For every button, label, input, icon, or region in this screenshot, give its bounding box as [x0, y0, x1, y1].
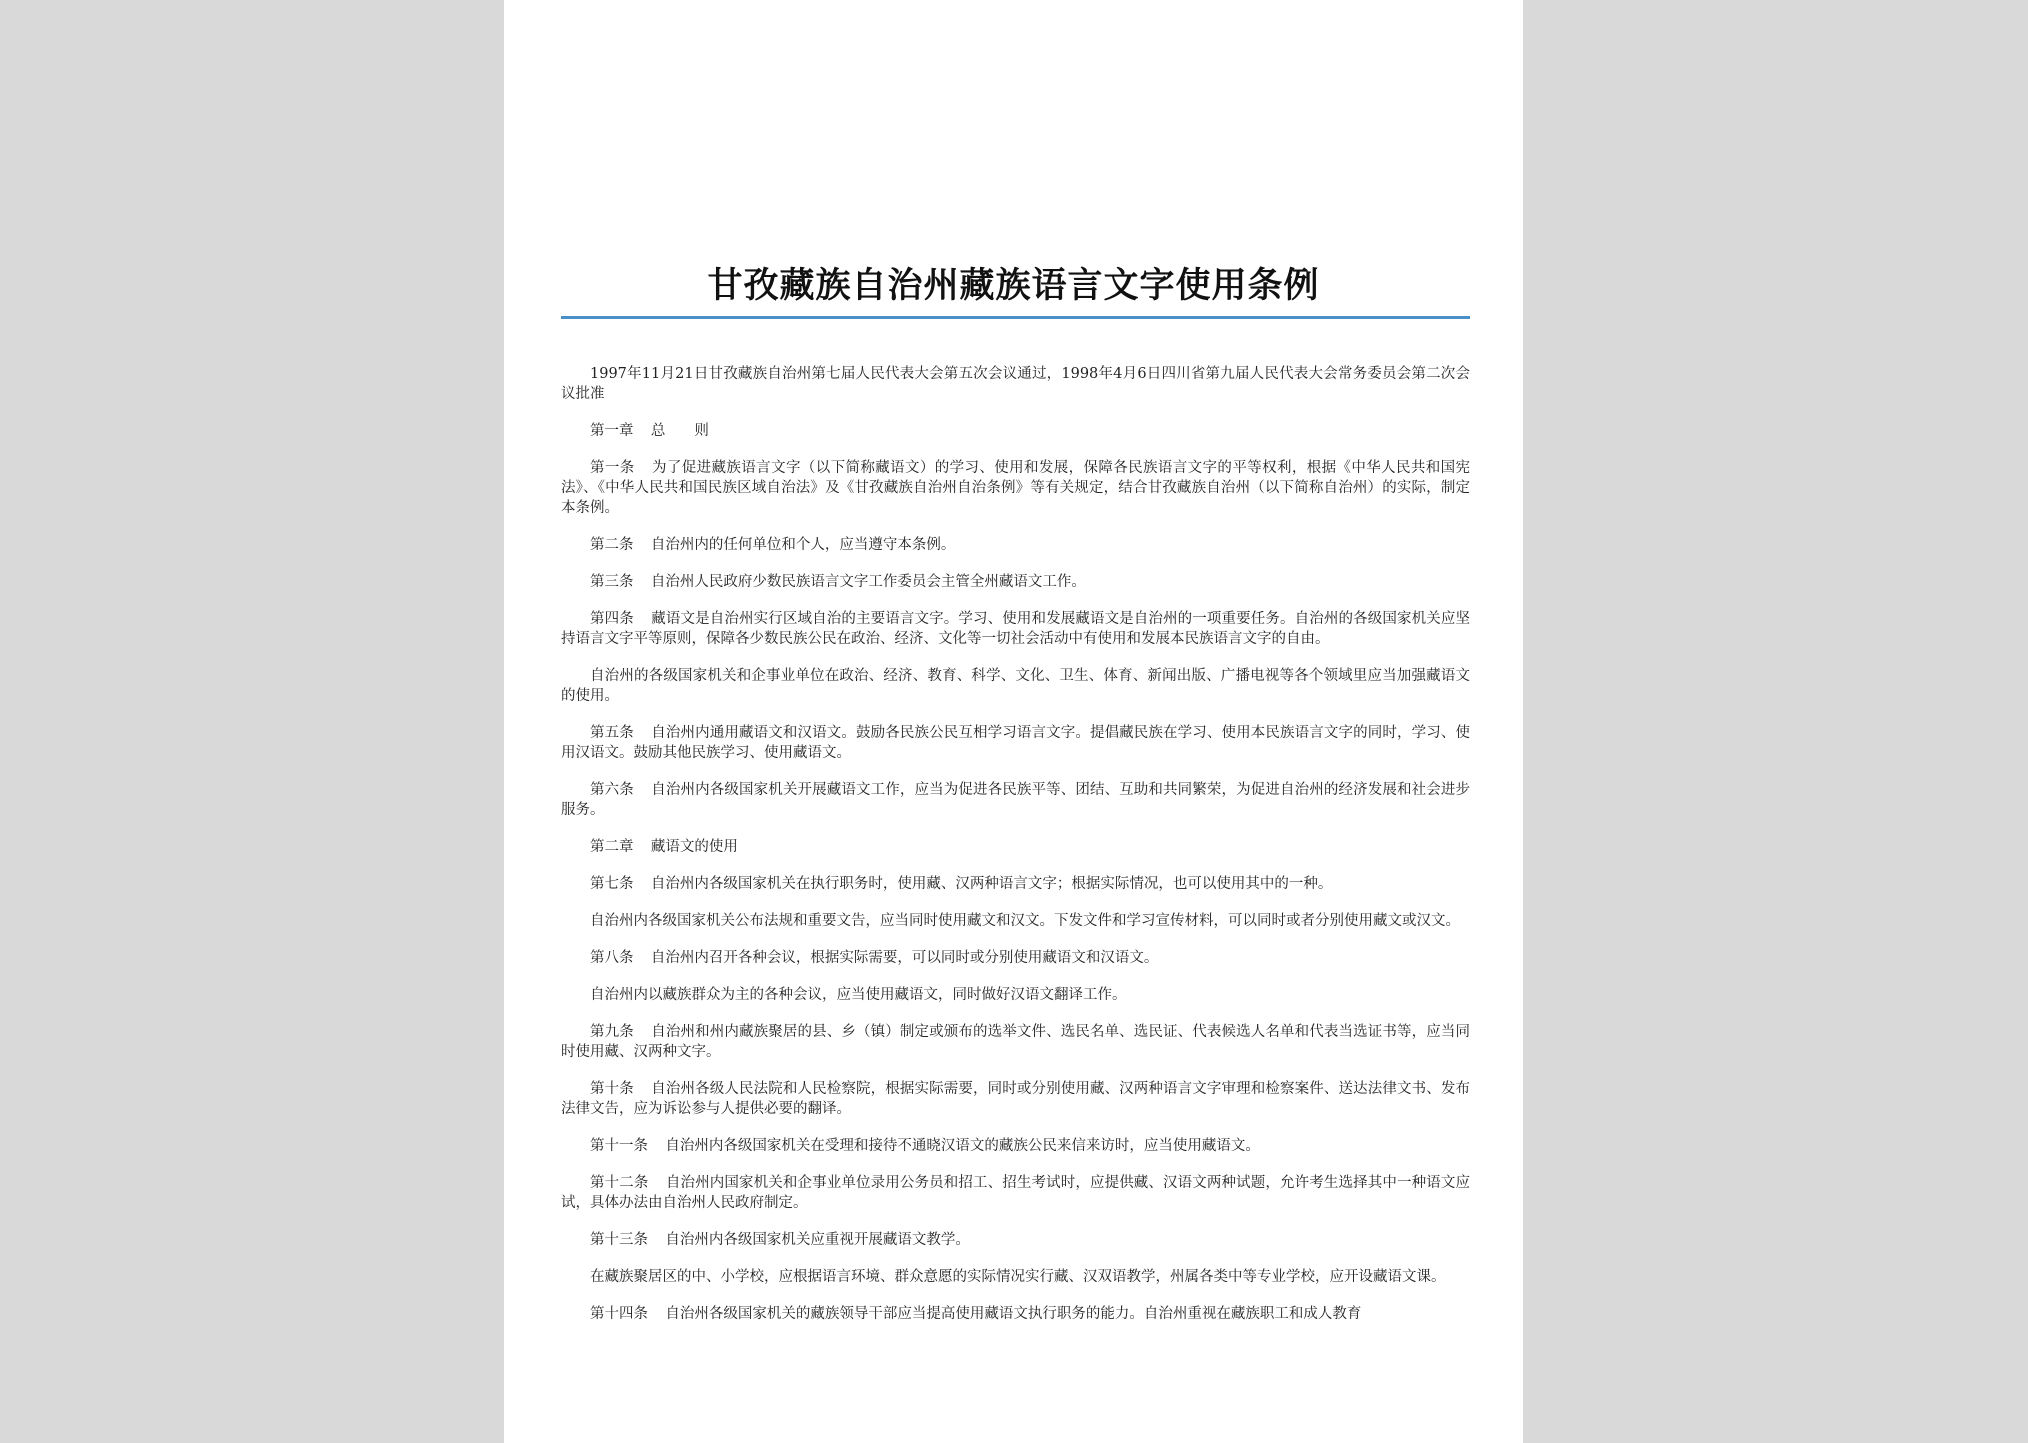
document-paragraph: [561, 458, 1470, 518]
article-number: 第九条: [590, 1024, 634, 1040]
article-number: 第八条: [590, 950, 634, 966]
paragraph-text: 自治州的各级国家机关和企事业单位在政治、经济、教育、科学、文化、卫生、体育、新闻出版、广播电视等各个领域里应当加强藏语文的使用。: [561, 668, 1470, 704]
document-paragraph: [561, 723, 1470, 763]
article-number: 第五条: [590, 725, 634, 741]
paragraph-text: 自治州各级国家机关的藏族领导干部应当提高使用藏语文执行职务的能力。自治州重视在藏族职工和成人教育: [665, 1306, 1362, 1322]
paragraph-text: 自治州和州内藏族聚居的县、乡（镇）制定或颁布的选举文件、选民名单、选民证、代表候选人名单和代表当选证书等，应当同时使用藏、汉两种文字。: [561, 1024, 1471, 1060]
paragraph-text: 自治州内各级国家机关在执行职务时，使用藏、汉两种语言文字；根据实际情况，也可以使用其中的一种。: [650, 876, 1333, 892]
document-body: [561, 364, 1470, 1341]
document-paragraph: [561, 1022, 1470, 1062]
article-number: 第四条: [590, 611, 634, 627]
article-number: 第十四条: [590, 1306, 648, 1322]
document-page: [504, 0, 1523, 1443]
document-paragraph: [561, 572, 1470, 592]
paragraph-text: 自治州内各级国家机关公布法规和重要文告，应当同时使用藏文和汉文。下发文件和学习宣传材料，可以同时或者分别使用藏文或汉文。: [590, 913, 1460, 929]
article-number: 第十条: [590, 1081, 634, 1097]
paragraph-text: 自治州内召开各种会议，根据实际需要，可以同时或分别使用藏语文和汉语文。: [650, 950, 1159, 966]
article-number: 第二条: [590, 537, 634, 553]
document-paragraph: [561, 911, 1470, 931]
document-paragraph: [561, 609, 1470, 649]
paragraph-text: 自治州内的任何单位和个人，应当遵守本条例。: [650, 537, 956, 553]
article-number: 第二章: [590, 839, 634, 855]
document-paragraph: [561, 535, 1470, 555]
paragraph-text: 总 则: [650, 423, 709, 439]
paragraph-text: 自治州内国家机关和企事业单位录用公务员和招工、招生考试时，应提供藏、汉语文两种试题，允许考生选择其中一种语文应试，具体办法由自治州人民政府制定。: [561, 1175, 1471, 1211]
paragraph-text: 自治州内各级国家机关应重视开展藏语文教学。: [665, 1232, 970, 1248]
article-number: 第七条: [590, 876, 634, 892]
document-title: 甘孜藏族自治州藏族语言文字使用条例: [707, 265, 1320, 306]
article-number: 第六条: [590, 782, 634, 798]
paragraph-text: 1997年11月21日甘孜藏族自治州第七届人民代表大会第五次会议通过，1998年4月6日四川省第九届人民代表大会常务委员会第二次会议批准: [561, 366, 1470, 402]
document-paragraph: [561, 1136, 1470, 1156]
paragraph-text: 在藏族聚居区的中、小学校，应根据语言环境、群众意愿的实际情况实行藏、汉双语教学，州属各类中等专业学校，应开设藏语文课。: [590, 1269, 1446, 1285]
document-paragraph: [561, 1304, 1470, 1324]
paragraph-text: 自治州内各级国家机关在受理和接待不通晓汉语文的藏族公民来信来访时，应当使用藏语文。: [665, 1138, 1260, 1154]
paragraph-text: 自治州各级人民法院和人民检察院，根据实际需要，同时或分别使用藏、汉两种语言文字审理和检察案件、送达法律文书、发布法律文告，应为诉讼参与人提供必要的翻译。: [561, 1081, 1471, 1117]
article-number: 第十一条: [590, 1138, 648, 1154]
document-paragraph: [561, 1230, 1470, 1250]
document-paragraph: [561, 948, 1470, 968]
document-paragraph: [561, 421, 1470, 441]
title-underline: [561, 316, 1470, 319]
paragraph-text: 藏语文是自治州实行区域自治的主要语言文字。学习、使用和发展藏语文是自治州的一项重要任务。自治州的各级国家机关应坚持语言文字平等原则，保障各少数民族公民在政治、经济、文化等一切社会活动中有使用和发展本民族语言文字的自由。: [561, 611, 1471, 647]
paragraph-text: 为了促进藏族语言文字（以下简称藏语文）的学习、使用和发展，保障各民族语言文字的平等权利，根据《中华人民共和国宪法》、《中华人民共和国民族区域自治法》及《甘孜藏族自治州自治条例》等有关规定，结合甘孜藏族自治州（以下简称自治州）的实际，制定本条例。: [561, 460, 1470, 516]
paragraph-text: 自治州内各级国家机关开展藏语文工作，应当为促进各民族平等、团结、互助和共同繁荣，为促进自治州的经济发展和社会进步服务。: [561, 782, 1471, 818]
article-number: 第一章: [590, 423, 634, 439]
document-paragraph: [561, 364, 1470, 404]
document-paragraph: [561, 985, 1470, 1005]
article-number: 第十二条: [590, 1175, 649, 1191]
paragraph-text: 藏语文的使用: [650, 839, 738, 855]
document-paragraph: [561, 837, 1470, 857]
paragraph-text: 自治州内以藏族群众为主的各种会议，应当使用藏语文，同时做好汉语文翻译工作。: [590, 987, 1127, 1003]
document-paragraph: [561, 874, 1470, 894]
article-number: 第十三条: [590, 1232, 648, 1248]
document-paragraph: [561, 1173, 1470, 1213]
paragraph-text: 自治州内通用藏语文和汉语文。鼓励各民族公民互相学习语言文字。提倡藏民族在学习、使用本民族语言文字的同时，学习、使用汉语文。鼓励其他民族学习、使用藏语文。: [561, 725, 1471, 761]
document-paragraph: [561, 1267, 1470, 1287]
document-paragraph: [561, 1079, 1470, 1119]
paragraph-text: 自治州人民政府少数民族语言文字工作委员会主管全州藏语文工作。: [650, 574, 1086, 590]
article-number: 第三条: [590, 574, 634, 590]
document-paragraph: [561, 666, 1470, 706]
article-number: 第一条: [590, 460, 635, 476]
document-paragraph: [561, 780, 1470, 820]
